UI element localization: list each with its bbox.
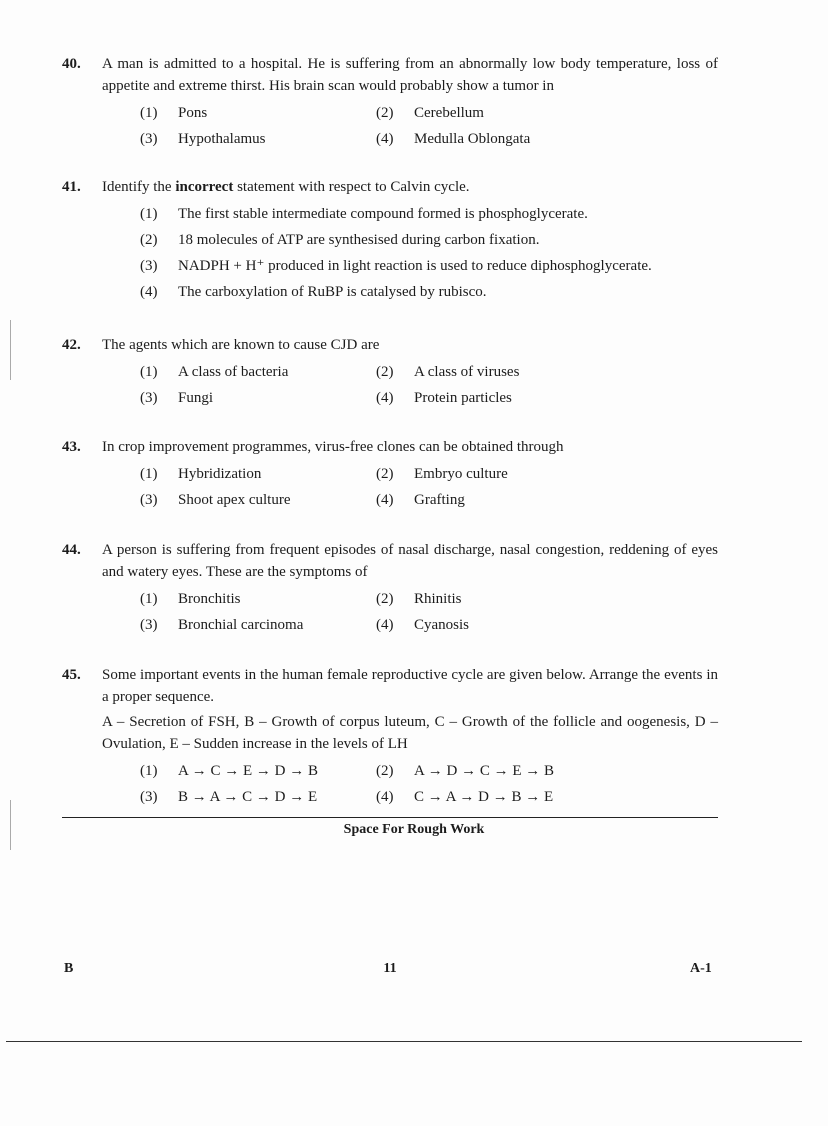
option-number: (1)	[140, 763, 158, 779]
option-number: (2)	[376, 466, 394, 482]
option-text: 18 molecules of ATP are synthesised during carbon fixation.	[178, 232, 540, 248]
question-text-part: statement with respect to Calvin cycle.	[233, 179, 470, 195]
option	[140, 760, 376, 782]
question-number: 44.	[62, 542, 81, 558]
option-number: (2)	[376, 591, 394, 607]
option-text: Protein particles	[414, 390, 512, 406]
option-number: (3)	[140, 492, 158, 508]
question-42	[62, 334, 718, 411]
option	[140, 387, 376, 409]
option	[140, 361, 376, 383]
question-text: A man is admitted to a hospital. He is suffering from an abnormally low body temperature, loss of appetite and extreme thirst. His brain scan would probably show a tumor in	[102, 56, 718, 94]
option-number: (4)	[140, 284, 158, 300]
option-text: Cerebellum	[414, 105, 484, 121]
option	[140, 279, 718, 305]
option-text: C → A → D → B → E	[414, 789, 554, 805]
scan-edge-mark	[10, 800, 11, 850]
options-grid	[140, 461, 718, 513]
option-number: (4)	[376, 390, 394, 406]
option	[140, 588, 376, 610]
question-number: 42.	[62, 337, 81, 353]
question-40	[62, 53, 718, 152]
option-number: (1)	[140, 466, 158, 482]
option-number: (2)	[376, 364, 394, 380]
question-44	[62, 539, 718, 638]
option-number: (3)	[140, 131, 158, 147]
option-text: Embryo culture	[414, 466, 508, 482]
option-text: A → D → C → E → B	[414, 763, 555, 779]
option-text: A → C → E → D → B	[178, 763, 319, 779]
option-number: (4)	[376, 617, 394, 633]
question-text: The agents which are known to cause CJD are	[102, 337, 380, 353]
option-text: The carboxylation of RuBP is catalysed by rubisco.	[178, 284, 487, 300]
question-text	[102, 176, 718, 198]
option-number: (1)	[140, 206, 158, 222]
footer-set-code: B	[64, 961, 74, 976]
option-number: (1)	[140, 591, 158, 607]
option-text: A class of bacteria	[178, 364, 289, 380]
rough-work-label: Space For Rough Work	[343, 822, 485, 837]
option	[376, 102, 612, 124]
option-text: Grafting	[414, 492, 465, 508]
option	[376, 463, 612, 485]
question-number: 40.	[62, 56, 81, 72]
question-number: 41.	[62, 179, 81, 195]
option	[376, 361, 612, 383]
option-text: Bronchial carcinoma	[178, 617, 304, 633]
option-text: Rhinitis	[414, 591, 462, 607]
option	[376, 489, 612, 511]
option	[140, 786, 376, 808]
option-text: Shoot apex culture	[178, 492, 291, 508]
option-text: Fungi	[178, 390, 214, 406]
question-statement: A – Secretion of FSH, B – Growth of corpus luteum, C – Growth of the follicle and oogenesis, D – Ovulation, E – Sudden increase in the levels of LH	[102, 714, 718, 752]
option	[140, 463, 376, 485]
question-45	[62, 664, 718, 810]
option-number: (4)	[376, 131, 394, 147]
question-number: 43.	[62, 439, 81, 455]
option	[140, 253, 718, 279]
footer-paper-code: A-1	[690, 961, 712, 976]
option-number: (1)	[140, 105, 158, 121]
question-text: Some important events in the human female reproductive cycle are given below. Arrange the events in a proper sequence.	[102, 667, 718, 705]
option	[376, 786, 612, 808]
option-text: Medulla Oblongata	[414, 131, 531, 147]
option-number: (2)	[376, 105, 394, 121]
options-grid	[140, 758, 718, 810]
option-text: B → A → C → D → E	[178, 789, 318, 805]
option-text: Cyanosis	[414, 617, 470, 633]
option	[376, 128, 612, 150]
option	[140, 128, 376, 150]
option-number: (3)	[140, 617, 158, 633]
option	[376, 614, 612, 636]
option-text: A class of viruses	[414, 364, 520, 380]
question-text-emphasis: incorrect	[175, 179, 234, 195]
option	[140, 102, 376, 124]
question-text-part: Identify the	[102, 179, 176, 195]
page-bottom-edge	[6, 1041, 802, 1042]
question-text: A person is suffering from frequent episodes of nasal discharge, nasal congestion, reddening of eyes and watery eyes. These are the symptoms of	[102, 542, 718, 580]
option	[376, 387, 612, 409]
options-list	[140, 201, 718, 305]
option	[140, 489, 376, 511]
option-text: Bronchitis	[178, 591, 241, 607]
question-43	[62, 436, 718, 513]
question-41	[62, 176, 718, 305]
options-grid	[140, 100, 718, 152]
scan-edge-mark	[10, 320, 11, 380]
option-number: (2)	[140, 232, 158, 248]
footer-page-number: 11	[383, 961, 397, 976]
option-number: (3)	[140, 789, 158, 805]
option	[140, 227, 718, 253]
option-number: (2)	[376, 763, 394, 779]
options-grid	[140, 359, 718, 411]
option-number: (4)	[376, 789, 394, 805]
options-grid	[140, 586, 718, 638]
option-text: The first stable intermediate compound formed is phosphoglycerate.	[178, 206, 588, 222]
option	[140, 201, 718, 227]
option-text: NADPH + H⁺ produced in light reaction is used to reduce diphosphoglycerate.	[178, 258, 652, 274]
option-text: Pons	[178, 105, 208, 121]
rough-work-divider	[62, 817, 718, 818]
option-number: (3)	[140, 390, 158, 406]
option-number: (1)	[140, 364, 158, 380]
option-number: (3)	[140, 258, 158, 274]
option-text: Hypothalamus	[178, 131, 266, 147]
question-text: In crop improvement programmes, virus-free clones can be obtained through	[102, 439, 564, 455]
option-number: (4)	[376, 492, 394, 508]
option	[376, 760, 612, 782]
option	[140, 614, 376, 636]
option-text: Hybridization	[178, 466, 262, 482]
question-number: 45.	[62, 667, 81, 683]
option	[376, 588, 612, 610]
